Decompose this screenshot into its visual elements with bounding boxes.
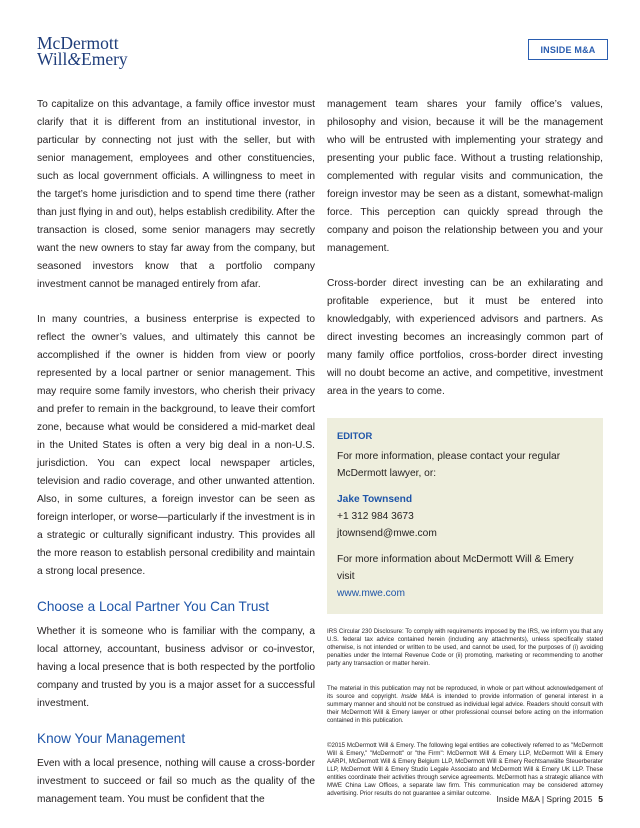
- logo-will: Will: [37, 49, 68, 69]
- editor-name: Jake Townsend: [337, 494, 413, 505]
- page-footer: [496, 794, 603, 804]
- logo-amp: &: [67, 49, 82, 69]
- firm-logo: [37, 35, 128, 67]
- editor-label: EDITOR: [337, 430, 373, 441]
- editor-box: [327, 418, 603, 614]
- paragraph: In many countries, a business enterprise is expected to reflect the owner’s values, and ultimately this cannot be accomplished if the owner is hidden from view or poorly represented by a local partner or senior management. This may require some family investors, who cherish their privacy and prefer to remain in the background, to leave their comfort zone, because what would be considered a mid-market deal in the United States is often a very big deal in a non-U.S. jurisdiction. You can expect local newspaper articles, television and radio coverage, and other unwanted attention. Also, in some cultures, a foreign investor can be seen as foreign interloper, or worse—particularly if the investment is in a strategic or culturally significant industry. This provides all the more reason to establish personal credibility and maintain a strong local presence.: [37, 314, 316, 577]
- website-link[interactable]: www.mwe.com: [337, 588, 405, 599]
- footer-text: Inside M&A | Spring 2015: [496, 794, 593, 804]
- right-column: [327, 96, 603, 815]
- paragraph: To capitalize on this advantage, a family office investor must clarify that it is different from an institutional investor, in particular by connecting not just with the seller, but with senior management, employees and other constituencies, such as local government officials. A willingness to meet in the target’s home jurisdiction and to spend time there (rather than just flying in and out), helps establish credibility. After the transaction is closed, some senior managers may secretly want the new owners to stay far away from the company, but seasoned investors know that a portfolio company investment cannot be managed entirely from afar.: [37, 99, 315, 290]
- section-badge: INSIDE M&A: [528, 39, 608, 60]
- logo-emery: Emery: [81, 49, 128, 69]
- logo-line1: McDermott: [37, 33, 119, 53]
- editor-phone: +1 312 984 3673: [337, 511, 414, 522]
- logo-line2: [37, 51, 128, 67]
- editor-email[interactable]: jtownsend@mwe.com: [337, 528, 437, 539]
- page-number: 5: [598, 794, 603, 804]
- fine-print-entities: ©2015 McDermott Will & Emery. The following legal entities are collectively referred to as "McDermott Will & Emery," "McDermott" or "the Firm": McDermott Will & Emery LLP, McDermott Will & Emery AARPI, McDermott Will & Emery Belgium LLP, McDermott Will & Emery Rechtsanwälte Steuerberater LLP, McDermott Will & Emery Studio Legale Associato and McDermott Will & Emery UK LLP. These entities coordinate their activities through service agreements. McDermott has a strategic alliance with MWE China Law Offices, a separate law firm. This communication may be considered attorney advertising. Prior results do not guarantee a similar outcome.: [327, 742, 603, 797]
- section-heading: Choose a Local Partner You Can Trust: [37, 599, 269, 614]
- editor-more: For more information about McDermott Will & Emery visit: [337, 554, 574, 582]
- editor-intro: For more information, please contact your regular McDermott lawyer, or:: [337, 451, 561, 479]
- paragraph: management team shares your family office’s values, philosophy and vision, because it will be the management who will be entrusted with implementing your strategy and presenting your public face. Without a trusting relationship, complemented with regular visits and communication, the foreign investor may be seen as a distant, somewhat-malign force. This perception can quickly spread through the company and poison the relationship between you and your management.: [327, 99, 603, 254]
- paragraph: Whether it is someone who is familiar with the company, a local attorney, accountant, business advisor or co-investor, having a local presence that is both respected by the portfolio company and trusted by you is a major asset for a successful investment.: [37, 626, 315, 709]
- left-column: [37, 96, 315, 826]
- paragraph: Cross-border direct investing can be an exhilarating and profitable experience, but it must be entered into knowledgably, with experienced advisors and partners. As direct investing becomes an increasingly common part of many family office portfolios, cross-border direct investing will no doubt become an active, and competitive, investment area in the years to come.: [327, 278, 603, 397]
- fine-print-copyright: The material in this publication may not be reproduced, in whole or part without acknowledgement of its source and copyright. Inside M&A is intended to provide information of general interest in a summary manner and should not be construed as individual legal advice. Readers should consult with their McDermott Will & Emery lawyer or other professional counsel before acting on the information contained in this publication.: [327, 685, 603, 724]
- paragraph: Even with a local presence, nothing will cause a cross-border investment to succeed or fail so much as the quality of the management team. You must be confident that the: [37, 758, 315, 805]
- fine-print-circular: IRS Circular 230 Disclosure: To comply with requirements imposed by the IRS, we inform you that any U.S. federal tax advice contained herein (including any attachments), unless specifically stated otherwise, is not intended or written to be used, and cannot be used, for the purposes of (i) avoiding penalties under the Internal Revenue Code or (ii) promoting, marketing or recommending to another party any transaction or matter herein.: [327, 628, 603, 667]
- section-heading: Know Your Management: [37, 731, 186, 746]
